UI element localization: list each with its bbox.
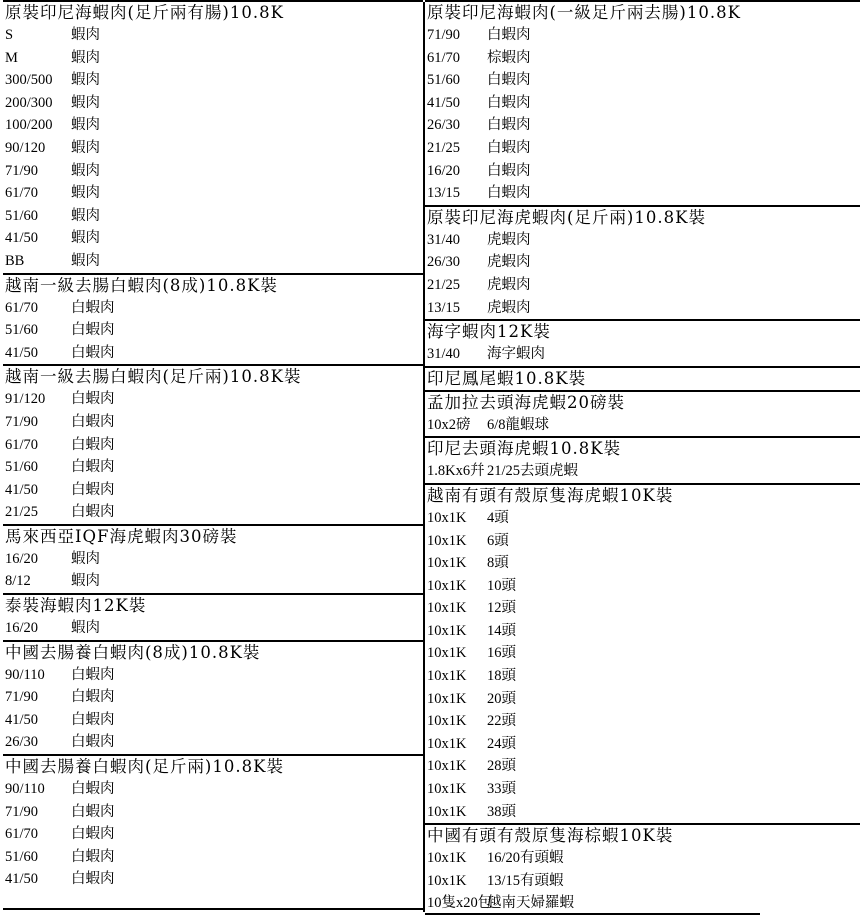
size-spec: 51/60	[5, 459, 39, 476]
product-name: 虎蝦肉	[487, 254, 531, 271]
product-name: 蝦肉	[71, 49, 100, 66]
size-spec: 10x1K	[427, 509, 467, 526]
price-row	[3, 801, 423, 824]
size-spec: 61/70	[5, 436, 39, 453]
price-section	[425, 823, 860, 915]
product-name: 蝦肉	[71, 139, 100, 156]
price-row	[3, 297, 423, 320]
price-row	[425, 160, 860, 183]
price-row	[3, 617, 423, 640]
price-row	[3, 434, 423, 457]
size-spec: 41/50	[5, 344, 39, 361]
product-name: 白蝦肉	[487, 139, 531, 156]
product-name: 白蝦肉	[71, 871, 115, 888]
product-name: 16頭	[487, 645, 516, 662]
section-header: 海字蝦肉12K裝	[425, 319, 860, 343]
size-spec: 10隻x20包	[427, 895, 493, 912]
product-name: 24頭	[487, 735, 516, 752]
size-spec: 300/500	[5, 72, 53, 89]
size-spec: 61/70	[427, 49, 461, 66]
price-row	[3, 227, 423, 250]
price-section	[3, 593, 423, 640]
product-name: 33頭	[487, 781, 516, 798]
product-name: 14頭	[487, 622, 516, 639]
price-row	[3, 411, 423, 434]
price-row	[425, 297, 860, 320]
price-row	[3, 92, 423, 115]
price-row	[3, 548, 423, 571]
product-name: 白蝦肉	[71, 666, 115, 683]
size-spec: 26/30	[427, 117, 461, 134]
product-name: 白蝦肉	[71, 344, 115, 361]
size-spec: 31/40	[427, 346, 461, 363]
price-row	[3, 69, 423, 92]
section-header: 泰裝海蝦肉12K裝	[3, 593, 423, 617]
product-name: 白蝦肉	[71, 803, 115, 820]
size-spec: S	[5, 27, 14, 43]
price-row	[3, 388, 423, 411]
section-header: 越南有頭有殼原隻海虎蝦10K裝	[425, 483, 860, 507]
price-row	[425, 251, 860, 274]
product-name: 22頭	[487, 713, 516, 730]
size-spec: 1.8Kx6幷	[427, 463, 485, 480]
price-row	[425, 575, 860, 598]
size-spec: 61/70	[5, 185, 39, 202]
section-header: 原裝印尼海蝦肉(足斤兩有腸)10.8K	[3, 0, 423, 24]
section-header: 越南一級去腸白蝦肉(足斤兩)10.8K裝	[3, 364, 423, 388]
price-section	[425, 366, 860, 390]
product-name: 20頭	[487, 690, 516, 707]
price-row	[425, 507, 860, 530]
size-spec: 200/300	[5, 94, 53, 111]
price-row	[425, 137, 860, 160]
product-name: 18頭	[487, 668, 516, 685]
size-spec: 71/90	[5, 162, 39, 179]
product-name: 蝦肉	[71, 230, 100, 247]
price-row	[425, 552, 860, 575]
section-header: 中國去腸養白蝦肉(足斤兩)10.8K裝	[3, 754, 423, 778]
size-spec: 10x1K	[427, 600, 467, 617]
product-name: 28頭	[487, 758, 516, 775]
product-name: 12頭	[487, 600, 516, 617]
size-spec: 51/60	[5, 322, 39, 339]
price-row	[425, 24, 860, 47]
product-name: 白蝦肉	[71, 322, 115, 339]
price-row	[425, 870, 860, 893]
product-name: 4頭	[487, 509, 509, 526]
price-row	[3, 501, 423, 524]
price-row	[3, 182, 423, 205]
price-row	[3, 778, 423, 801]
size-spec: 26/30	[5, 734, 39, 751]
right-column	[425, 0, 860, 915]
price-section	[3, 524, 423, 593]
section-header: 印尼鳳尾蝦10.8K裝	[425, 366, 860, 390]
size-spec: 10x1K	[427, 872, 467, 889]
price-row	[425, 688, 860, 711]
product-name: 16/20有頭蝦	[487, 850, 564, 867]
size-spec: 41/50	[5, 230, 39, 247]
price-section	[3, 0, 423, 273]
section-header: 原裝印尼海虎蝦肉(足斤兩)10.8K裝	[425, 205, 860, 229]
size-spec: 71/90	[427, 27, 461, 43]
size-spec: 16/20	[5, 620, 39, 637]
size-spec: 71/90	[5, 413, 39, 430]
size-spec: 51/60	[5, 207, 39, 224]
size-spec: 71/90	[5, 803, 39, 820]
price-row	[3, 868, 423, 891]
price-row	[425, 847, 860, 870]
size-spec: 61/70	[5, 826, 39, 843]
product-name: 白蝦肉	[487, 162, 531, 179]
price-row	[425, 69, 860, 92]
product-name: 蝦肉	[71, 252, 100, 269]
product-name: 白蝦肉	[71, 504, 115, 521]
price-section	[425, 0, 860, 205]
price-row	[3, 731, 423, 754]
price-row	[425, 597, 860, 620]
size-spec: BB	[5, 252, 25, 269]
price-section	[3, 754, 423, 891]
product-name: 蝦肉	[71, 117, 100, 134]
product-name: 越南天婦羅蝦	[487, 895, 574, 912]
price-section	[425, 436, 860, 483]
price-section	[3, 273, 423, 365]
size-spec: 21/25	[427, 276, 461, 293]
price-row	[3, 570, 423, 593]
price-row	[3, 456, 423, 479]
size-spec: 90/110	[5, 781, 45, 798]
price-row	[425, 665, 860, 688]
size-spec: 10x2磅	[427, 416, 471, 433]
size-spec: 90/120	[5, 139, 46, 156]
product-name: 白蝦肉	[71, 481, 115, 498]
product-name: 棕蝦肉	[487, 49, 531, 66]
price-row	[425, 414, 860, 437]
section-header: 孟加拉去頭海虎蝦20磅裝	[425, 390, 860, 414]
price-row	[3, 250, 423, 273]
product-name: 白蝦肉	[487, 117, 531, 134]
size-spec: 10x1K	[427, 555, 467, 572]
size-spec: 16/20	[427, 162, 461, 179]
product-name: 蝦肉	[71, 550, 100, 567]
product-name: 白蝦肉	[71, 734, 115, 751]
section-header: 印尼去頭海虎蝦10.8K裝	[425, 436, 860, 460]
price-row	[425, 92, 860, 115]
price-row	[3, 664, 423, 687]
size-spec: 10x1K	[427, 668, 467, 685]
price-row	[425, 755, 860, 778]
size-spec: 51/60	[427, 72, 461, 89]
price-row	[425, 229, 860, 252]
size-spec: 10x1K	[427, 645, 467, 662]
size-spec: 10x1K	[427, 713, 467, 730]
price-row	[425, 182, 860, 205]
size-spec: 71/90	[5, 689, 39, 706]
size-spec: 41/50	[427, 94, 461, 111]
price-row	[3, 686, 423, 709]
product-name: 蝦肉	[71, 620, 100, 637]
product-name: 白蝦肉	[71, 826, 115, 843]
size-spec: 26/30	[427, 254, 461, 271]
price-row	[425, 778, 860, 801]
size-spec: 21/25	[5, 504, 39, 521]
price-row	[425, 274, 860, 297]
product-name: 白蝦肉	[487, 27, 531, 43]
size-spec: 8/12	[5, 573, 31, 590]
product-name: 蝦肉	[71, 72, 100, 89]
price-row	[3, 846, 423, 869]
price-row	[425, 892, 860, 915]
price-row	[3, 205, 423, 228]
product-name: 6/8龍蝦球	[487, 416, 550, 433]
product-name: 虎蝦肉	[487, 276, 531, 293]
product-name: 白蝦肉	[71, 436, 115, 453]
size-spec: 10x1K	[427, 690, 467, 707]
size-spec: 10x1K	[427, 758, 467, 775]
product-name: 21/25去頭虎蝦	[487, 463, 579, 480]
price-section	[425, 390, 860, 437]
product-name: 白蝦肉	[71, 413, 115, 430]
price-row	[425, 343, 860, 366]
price-row	[425, 620, 860, 643]
bottom-rule	[3, 908, 423, 910]
product-name: 白蝦肉	[487, 72, 531, 89]
section-header: 原裝印尼海蝦肉(一級足斤兩去腸)10.8K	[425, 0, 860, 24]
price-row	[3, 160, 423, 183]
size-spec: 16/20	[5, 550, 39, 567]
price-row	[425, 642, 860, 665]
size-spec: 51/60	[5, 848, 39, 865]
product-name: 虎蝦肉	[487, 231, 531, 248]
price-row	[3, 319, 423, 342]
size-spec: 41/50	[5, 711, 39, 728]
size-spec: 100/200	[5, 117, 53, 134]
price-row	[425, 114, 860, 137]
size-spec: 31/40	[427, 231, 461, 248]
price-row	[425, 733, 860, 756]
product-name: 虎蝦肉	[487, 299, 531, 316]
product-name: 蝦肉	[71, 207, 100, 224]
size-spec: 41/50	[5, 481, 39, 498]
size-spec: 61/70	[5, 299, 39, 316]
size-spec: 10x1K	[427, 850, 467, 867]
product-name: 白蝦肉	[487, 185, 531, 202]
product-name: 白蝦肉	[71, 689, 115, 706]
size-spec: 90/110	[5, 666, 45, 683]
price-row	[3, 24, 423, 47]
price-row	[3, 137, 423, 160]
price-row	[3, 709, 423, 732]
product-name: 白蝦肉	[71, 781, 115, 798]
price-section	[3, 364, 423, 524]
size-spec: 10x1K	[427, 781, 467, 798]
bottom-rule-right	[425, 913, 760, 915]
product-name: 蝦肉	[71, 27, 100, 43]
price-row	[425, 47, 860, 70]
product-name: 白蝦肉	[487, 94, 531, 111]
section-header: 馬來西亞IQF海虎蝦肉30磅裝	[3, 524, 423, 548]
product-name: 白蝦肉	[71, 391, 115, 408]
price-section	[425, 319, 860, 366]
price-row	[425, 530, 860, 553]
product-name: 38頭	[487, 803, 516, 820]
price-section	[425, 483, 860, 823]
product-name: 8頭	[487, 555, 509, 572]
size-spec: M	[5, 49, 18, 66]
price-row	[425, 801, 860, 824]
price-row	[425, 460, 860, 483]
size-spec: 13/15	[427, 185, 461, 202]
size-spec: 10x1K	[427, 532, 467, 549]
column-divider	[423, 2, 425, 912]
size-spec: 10x1K	[427, 735, 467, 752]
section-header: 越南一級去腸白蝦肉(8成)10.8K裝	[3, 273, 423, 297]
product-name: 蝦肉	[71, 573, 100, 590]
product-name: 6頭	[487, 532, 509, 549]
product-name: 白蝦肉	[71, 459, 115, 476]
price-row	[3, 479, 423, 502]
price-section	[3, 640, 423, 754]
product-name: 海字蝦肉	[487, 346, 545, 363]
price-row	[3, 114, 423, 137]
price-row	[3, 47, 423, 70]
product-name: 13/15有頭蝦	[487, 872, 564, 889]
price-section	[425, 205, 860, 319]
size-spec: 10x1K	[427, 803, 467, 820]
product-name: 蝦肉	[71, 94, 100, 111]
section-header: 中國有頭有殼原隻海棕蝦10K裝	[425, 823, 860, 847]
size-spec: 21/25	[427, 139, 461, 156]
product-name: 10頭	[487, 577, 516, 594]
size-spec: 13/15	[427, 299, 461, 316]
price-row	[425, 710, 860, 733]
product-name: 白蝦肉	[71, 848, 115, 865]
size-spec: 41/50	[5, 871, 39, 888]
product-name: 蝦肉	[71, 162, 100, 179]
product-name: 蝦肉	[71, 185, 100, 202]
size-spec: 10x1K	[427, 622, 467, 639]
left-column	[3, 0, 423, 891]
size-spec: 91/120	[5, 391, 46, 408]
section-header: 中國去腸養白蝦肉(8成)10.8K裝	[3, 640, 423, 664]
price-row	[3, 823, 423, 846]
price-row	[3, 342, 423, 365]
size-spec: 10x1K	[427, 577, 467, 594]
product-name: 白蝦肉	[71, 711, 115, 728]
product-name: 白蝦肉	[71, 299, 115, 316]
